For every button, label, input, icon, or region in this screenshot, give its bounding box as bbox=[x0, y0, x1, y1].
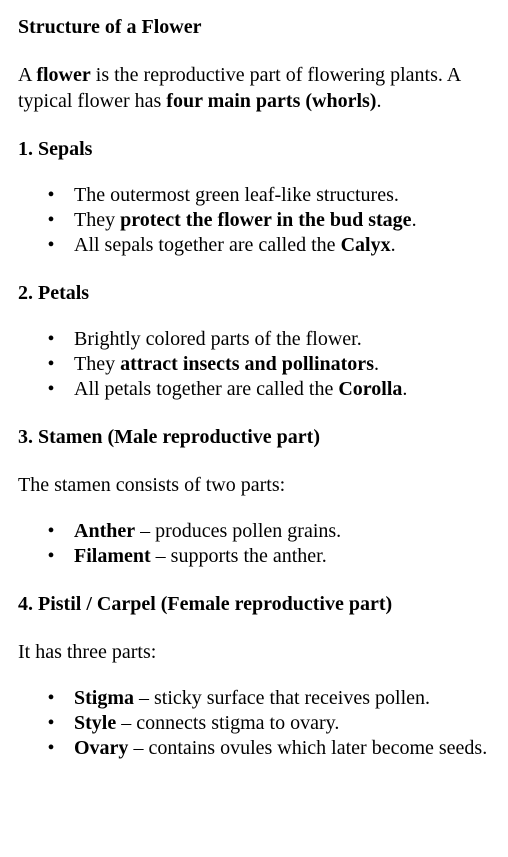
bullet-icon: • bbox=[47, 234, 55, 256]
bullet-icon: • bbox=[47, 737, 55, 759]
bullet-icon: • bbox=[47, 712, 55, 734]
bullet-icon: • bbox=[47, 687, 55, 709]
heading-stamen: 3. Stamen (Male reproductive part) bbox=[18, 426, 320, 448]
item-bold-text: Ovary bbox=[74, 737, 129, 759]
sepals-list bbox=[18, 183, 498, 258]
bullet-icon: • bbox=[47, 353, 55, 375]
item-text-end: – contains ovules which later become seeds. bbox=[128, 737, 488, 759]
bullet-icon: • bbox=[47, 378, 55, 400]
item-text-end: . bbox=[373, 353, 379, 375]
item-text: The outermost green leaf-like structures. bbox=[74, 184, 399, 206]
item-text: All sepals together are called the bbox=[74, 234, 341, 256]
intro-paragraph bbox=[18, 62, 498, 114]
document-title: Structure of a Flower bbox=[18, 16, 202, 38]
item-bold-text: Corolla bbox=[338, 378, 403, 400]
item-text-end: – sticky surface that receives pollen. bbox=[134, 687, 430, 709]
list-item bbox=[18, 327, 498, 352]
list-item bbox=[18, 352, 498, 377]
item-bold-text: Filament bbox=[74, 545, 151, 567]
item-bold-text: Stigma bbox=[74, 687, 134, 709]
intro-text-1: A bbox=[18, 64, 37, 86]
bullet-icon: • bbox=[47, 545, 55, 567]
item-text-end: . bbox=[411, 209, 417, 231]
petals-list bbox=[18, 327, 498, 402]
heading-petals: 2. Petals bbox=[18, 282, 90, 304]
item-text: Brightly colored parts of the flower. bbox=[74, 328, 362, 350]
list-item bbox=[18, 233, 498, 258]
item-text-end: – produces pollen grains. bbox=[135, 520, 342, 542]
pistil-description: It has three parts: bbox=[18, 641, 157, 663]
intro-bold-four-parts: four main parts (whorls) bbox=[166, 90, 377, 112]
item-bold-text: Calyx bbox=[340, 234, 391, 256]
intro-bold-flower: flower bbox=[36, 64, 91, 86]
stamen-description: The stamen consists of two parts: bbox=[18, 474, 286, 496]
intro-text-2: is the reproductive part of flowering plants. A typical flower has bbox=[18, 64, 461, 112]
item-text: They bbox=[74, 353, 121, 375]
list-item bbox=[18, 377, 498, 402]
bullet-icon: • bbox=[47, 184, 55, 206]
list-item bbox=[18, 208, 498, 233]
item-bold-text: protect the flower in the bud stage bbox=[120, 209, 412, 231]
item-bold-text: Anther bbox=[74, 520, 136, 542]
stamen-list bbox=[18, 519, 498, 569]
item-bold-text: Style bbox=[74, 712, 117, 734]
bullet-icon: • bbox=[47, 328, 55, 350]
list-item bbox=[18, 711, 498, 736]
item-bold-text: attract insects and pollinators bbox=[120, 353, 374, 375]
item-text: All petals together are called the bbox=[74, 378, 339, 400]
item-text-end: – connects stigma to ovary. bbox=[116, 712, 340, 734]
list-item bbox=[18, 183, 498, 208]
list-item bbox=[18, 686, 498, 711]
heading-sepals: 1. Sepals bbox=[18, 138, 93, 160]
list-item bbox=[18, 519, 498, 544]
item-text-end: . bbox=[390, 234, 396, 256]
bullet-icon: • bbox=[47, 209, 55, 231]
document-body bbox=[18, 14, 498, 761]
intro-text-3: . bbox=[376, 90, 382, 112]
item-text-end: – supports the anther. bbox=[150, 545, 327, 567]
item-text: They bbox=[74, 209, 121, 231]
pistil-list bbox=[18, 686, 498, 761]
list-item bbox=[18, 736, 498, 761]
heading-pistil: 4. Pistil / Carpel (Female reproductive part) bbox=[18, 593, 393, 615]
list-item bbox=[18, 544, 498, 569]
item-text-end: . bbox=[402, 378, 408, 400]
bullet-icon: • bbox=[47, 520, 55, 542]
